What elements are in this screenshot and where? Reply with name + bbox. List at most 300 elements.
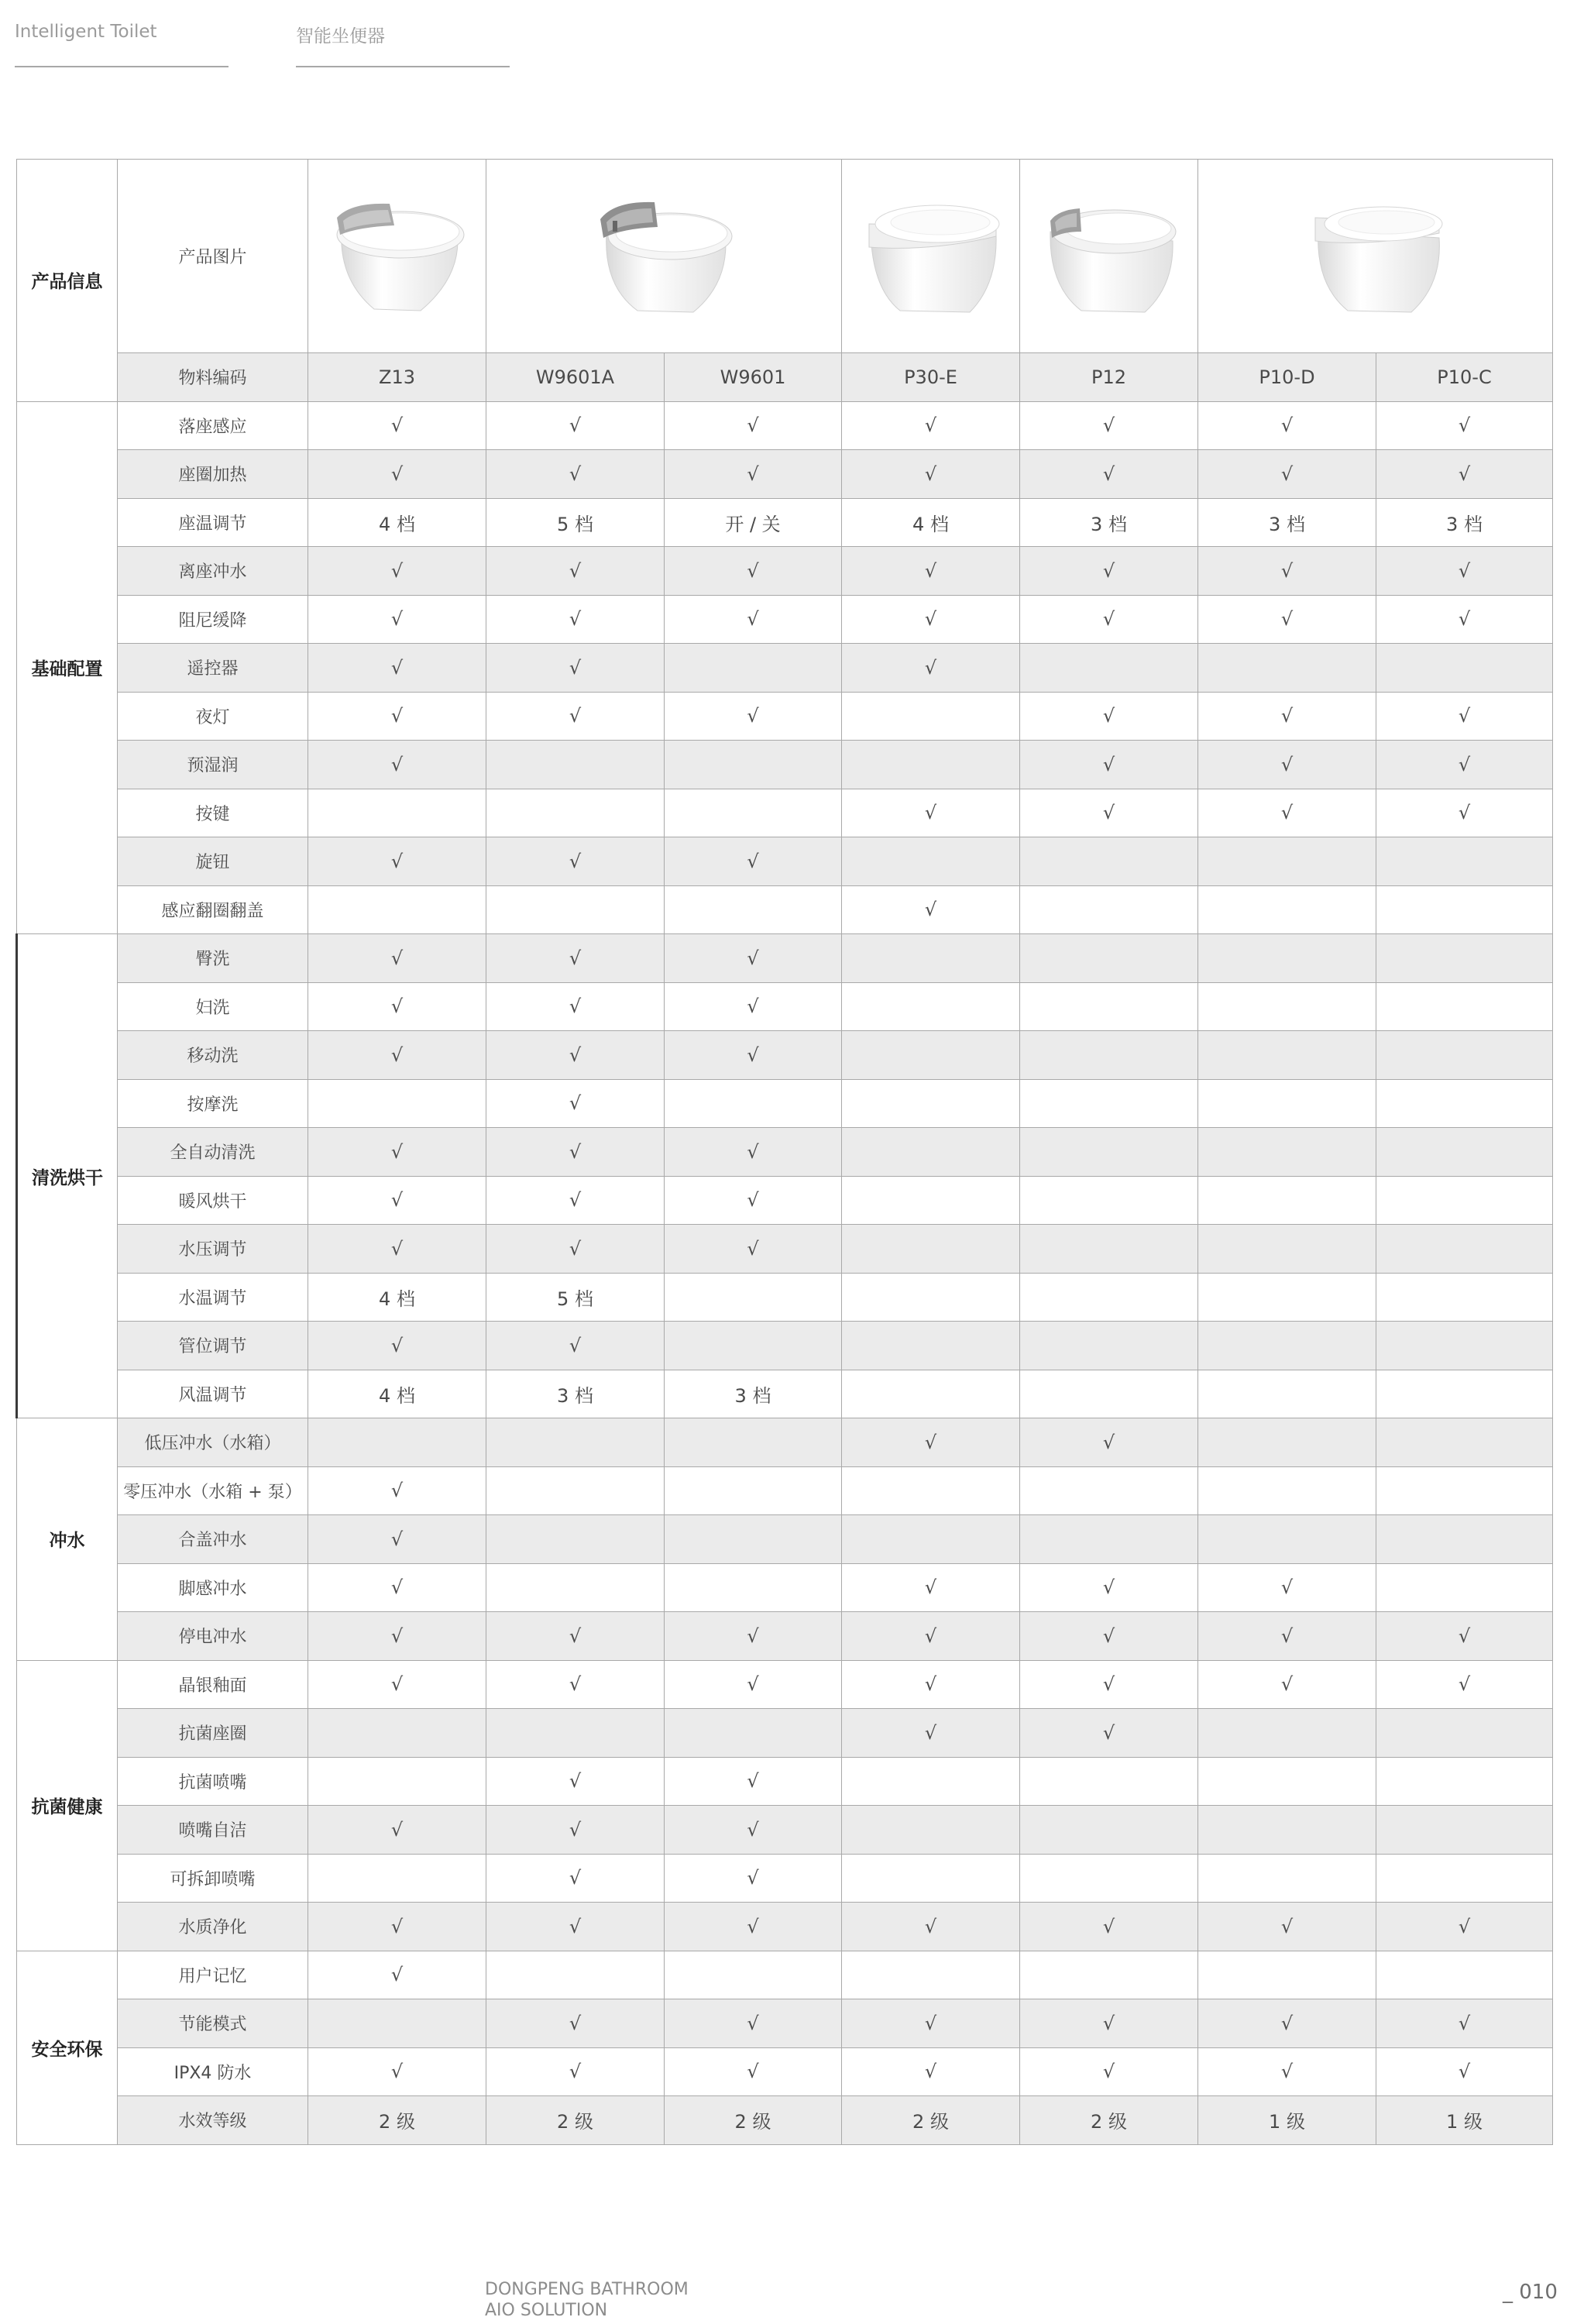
feature-row bbox=[17, 1612, 1553, 1661]
feature-value: √ bbox=[1376, 1903, 1553, 1951]
feature-value bbox=[842, 1466, 1020, 1515]
feature-value bbox=[1020, 1079, 1198, 1128]
toilet-w9601-icon bbox=[586, 187, 741, 326]
feature-value: √ bbox=[308, 982, 486, 1031]
feature-value bbox=[308, 1854, 486, 1903]
feature-label: 移动洗 bbox=[118, 1031, 308, 1080]
feature-value bbox=[1198, 1709, 1376, 1758]
feature-value: √ bbox=[665, 1176, 842, 1225]
feature-label: 水质净化 bbox=[118, 1903, 308, 1951]
product-image-cell-p30e bbox=[842, 160, 1020, 353]
feature-value bbox=[1020, 1806, 1198, 1855]
feature-value bbox=[842, 1225, 1020, 1274]
feature-value bbox=[1198, 934, 1376, 983]
feature-value: √ bbox=[665, 1225, 842, 1274]
feature-value bbox=[1020, 934, 1198, 983]
feature-label-image: 产品图片 bbox=[118, 160, 308, 353]
feature-value: √ bbox=[665, 2047, 842, 2096]
feature-value: √ bbox=[1198, 2047, 1376, 2096]
feature-row bbox=[17, 1418, 1553, 1467]
feature-value: √ bbox=[1020, 1660, 1198, 1709]
toilet-p30e-icon bbox=[854, 187, 1008, 326]
feature-value bbox=[1198, 1757, 1376, 1806]
feature-value bbox=[665, 1515, 842, 1564]
feature-row bbox=[17, 934, 1553, 983]
feature-value: √ bbox=[665, 1854, 842, 1903]
feature-value: √ bbox=[1198, 450, 1376, 499]
feature-value: 2 级 bbox=[1020, 2096, 1198, 2145]
feature-label: 感应翻圈翻盖 bbox=[118, 885, 308, 934]
feature-value: √ bbox=[1376, 1999, 1553, 2048]
feature-row bbox=[17, 1322, 1553, 1370]
feature-value: √ bbox=[308, 1951, 486, 1999]
feature-value: √ bbox=[1020, 741, 1198, 789]
feature-value bbox=[842, 1031, 1020, 1080]
feature-value: √ bbox=[308, 1563, 486, 1612]
feature-value bbox=[665, 1563, 842, 1612]
feature-value: √ bbox=[308, 1128, 486, 1177]
feature-label: 旋钮 bbox=[118, 837, 308, 886]
feature-value bbox=[842, 837, 1020, 886]
feature-value: 3 档 bbox=[1198, 498, 1376, 547]
feature-value bbox=[486, 789, 665, 837]
footer-brand bbox=[485, 2279, 689, 2321]
feature-value bbox=[842, 1273, 1020, 1322]
feature-row bbox=[17, 982, 1553, 1031]
feature-value bbox=[1376, 1128, 1553, 1177]
feature-value bbox=[842, 1515, 1020, 1564]
feature-value bbox=[1376, 1225, 1553, 1274]
feature-value: √ bbox=[308, 1660, 486, 1709]
feature-value bbox=[1198, 1418, 1376, 1467]
feature-value: 4 档 bbox=[308, 1273, 486, 1322]
feature-value: √ bbox=[308, 401, 486, 450]
feature-value: √ bbox=[308, 450, 486, 499]
feature-value bbox=[1198, 982, 1376, 1031]
feature-value bbox=[1376, 1079, 1553, 1128]
feature-value bbox=[1020, 644, 1198, 693]
feature-value: 开 / 关 bbox=[665, 498, 842, 547]
feature-value: √ bbox=[308, 1031, 486, 1080]
feature-row bbox=[17, 741, 1553, 789]
feature-value: 3 档 bbox=[1376, 498, 1553, 547]
feature-row bbox=[17, 1031, 1553, 1080]
feature-value: √ bbox=[1376, 2047, 1553, 2096]
feature-value bbox=[486, 1951, 665, 1999]
feature-label: 水温调节 bbox=[118, 1273, 308, 1322]
feature-value: √ bbox=[308, 1515, 486, 1564]
feature-value bbox=[1198, 1128, 1376, 1177]
feature-label-code: 物料编码 bbox=[118, 353, 308, 402]
feature-value bbox=[1376, 1709, 1553, 1758]
feature-value: √ bbox=[486, 450, 665, 499]
feature-value bbox=[1020, 1466, 1198, 1515]
feature-value: √ bbox=[486, 1176, 665, 1225]
feature-value bbox=[842, 1370, 1020, 1418]
feature-value: √ bbox=[486, 1903, 665, 1951]
feature-label: 管位调节 bbox=[118, 1322, 308, 1370]
feature-value: √ bbox=[842, 595, 1020, 644]
feature-value bbox=[1020, 1951, 1198, 1999]
feature-value: √ bbox=[308, 1322, 486, 1370]
feature-value bbox=[842, 934, 1020, 983]
feature-value: √ bbox=[842, 789, 1020, 837]
feature-label: 落座感应 bbox=[118, 401, 308, 450]
feature-row bbox=[17, 1128, 1553, 1177]
feature-value bbox=[1020, 1128, 1198, 1177]
feature-value: √ bbox=[308, 1466, 486, 1515]
feature-value: 5 档 bbox=[486, 498, 665, 547]
feature-value bbox=[842, 1079, 1020, 1128]
feature-value: √ bbox=[665, 547, 842, 596]
feature-value bbox=[1020, 837, 1198, 886]
footer-brand-line2: AIO SOLUTION bbox=[485, 2301, 608, 2320]
feature-row bbox=[17, 595, 1553, 644]
feature-label: 用户记忆 bbox=[118, 1951, 308, 1999]
feature-value: √ bbox=[486, 401, 665, 450]
feature-label: 停电冲水 bbox=[118, 1612, 308, 1661]
feature-value bbox=[842, 741, 1020, 789]
feature-value: √ bbox=[842, 1709, 1020, 1758]
feature-row bbox=[17, 1079, 1553, 1128]
feature-value: 3 档 bbox=[1020, 498, 1198, 547]
feature-label: 座圈加热 bbox=[118, 450, 308, 499]
feature-value bbox=[1198, 1273, 1376, 1322]
feature-value: √ bbox=[1198, 1612, 1376, 1661]
feature-value bbox=[1376, 1854, 1553, 1903]
feature-value: √ bbox=[1376, 692, 1553, 741]
feature-value bbox=[486, 1563, 665, 1612]
feature-value: √ bbox=[1020, 547, 1198, 596]
feature-value: √ bbox=[486, 1660, 665, 1709]
feature-value: 2 级 bbox=[308, 2096, 486, 2145]
feature-value bbox=[1198, 837, 1376, 886]
feature-value: √ bbox=[1198, 1563, 1376, 1612]
feature-row bbox=[17, 1757, 1553, 1806]
feature-value bbox=[1376, 934, 1553, 983]
feature-value: 5 档 bbox=[486, 1273, 665, 1322]
feature-row bbox=[17, 401, 1553, 450]
model-code-z13: Z13 bbox=[308, 353, 486, 402]
feature-value bbox=[842, 1806, 1020, 1855]
feature-value: √ bbox=[1376, 450, 1553, 499]
feature-value bbox=[1376, 1322, 1553, 1370]
feature-value bbox=[1020, 982, 1198, 1031]
feature-value: √ bbox=[842, 1903, 1020, 1951]
feature-label: 妇洗 bbox=[118, 982, 308, 1031]
feature-value bbox=[1376, 1757, 1553, 1806]
feature-value: √ bbox=[1198, 1903, 1376, 1951]
feature-value: √ bbox=[1020, 789, 1198, 837]
feature-value: √ bbox=[665, 450, 842, 499]
feature-value: √ bbox=[665, 1999, 842, 2048]
header-divider-en bbox=[15, 66, 228, 67]
feature-value bbox=[842, 1128, 1020, 1177]
feature-value: √ bbox=[1376, 1660, 1553, 1709]
feature-value: √ bbox=[842, 547, 1020, 596]
feature-value: √ bbox=[1020, 1903, 1198, 1951]
header-title-en: Intelligent Toilet bbox=[15, 22, 157, 42]
feature-row bbox=[17, 2047, 1553, 2096]
feature-value: 4 档 bbox=[308, 1370, 486, 1418]
feature-value: √ bbox=[842, 401, 1020, 450]
feature-value: √ bbox=[1198, 595, 1376, 644]
feature-value bbox=[665, 644, 842, 693]
feature-value: 4 档 bbox=[842, 498, 1020, 547]
feature-value: √ bbox=[842, 1999, 1020, 2048]
spec-comparison-table bbox=[15, 159, 1553, 2145]
feature-value bbox=[842, 1854, 1020, 1903]
feature-value bbox=[308, 1757, 486, 1806]
feature-value: √ bbox=[1376, 789, 1553, 837]
feature-value bbox=[1198, 885, 1376, 934]
feature-value bbox=[665, 789, 842, 837]
feature-value bbox=[665, 1079, 842, 1128]
feature-value: √ bbox=[486, 692, 665, 741]
feature-value: √ bbox=[1020, 1999, 1198, 2048]
feature-value: √ bbox=[1020, 692, 1198, 741]
category-wash: 清洗烘干 bbox=[17, 934, 118, 1418]
category-safety: 安全环保 bbox=[17, 1951, 118, 2144]
feature-value bbox=[1020, 1515, 1198, 1564]
feature-value bbox=[665, 1951, 842, 1999]
feature-label: 风温调节 bbox=[118, 1370, 308, 1418]
feature-row bbox=[17, 1176, 1553, 1225]
feature-value: √ bbox=[1020, 1709, 1198, 1758]
feature-row bbox=[17, 1903, 1553, 1951]
feature-value bbox=[1376, 1563, 1553, 1612]
feature-value bbox=[1376, 644, 1553, 693]
feature-value bbox=[665, 1322, 842, 1370]
feature-value: 1 级 bbox=[1376, 2096, 1553, 2145]
feature-value bbox=[1376, 1806, 1553, 1855]
feature-value bbox=[1020, 1854, 1198, 1903]
feature-row bbox=[17, 1466, 1553, 1515]
feature-value bbox=[842, 692, 1020, 741]
feature-label: 全自动清洗 bbox=[118, 1128, 308, 1177]
feature-row bbox=[17, 644, 1553, 693]
feature-value bbox=[1376, 1951, 1553, 1999]
feature-value: √ bbox=[308, 741, 486, 789]
feature-value bbox=[665, 1273, 842, 1322]
feature-value: √ bbox=[486, 1854, 665, 1903]
feature-value bbox=[308, 1418, 486, 1467]
model-code-w9601a: W9601A bbox=[486, 353, 665, 402]
feature-value: √ bbox=[665, 1660, 842, 1709]
feature-value bbox=[1376, 1418, 1553, 1467]
feature-value: √ bbox=[486, 982, 665, 1031]
toilet-p10-icon bbox=[1298, 187, 1453, 326]
feature-value bbox=[1020, 885, 1198, 934]
feature-value: √ bbox=[1020, 2047, 1198, 2096]
feature-value bbox=[1198, 1515, 1376, 1564]
feature-value: √ bbox=[842, 644, 1020, 693]
feature-value bbox=[842, 1176, 1020, 1225]
feature-value bbox=[486, 1418, 665, 1467]
feature-value: √ bbox=[308, 934, 486, 983]
feature-value: √ bbox=[1020, 401, 1198, 450]
feature-row bbox=[17, 1999, 1553, 2048]
feature-label: 预湿润 bbox=[118, 741, 308, 789]
feature-value: √ bbox=[486, 1806, 665, 1855]
feature-value bbox=[1020, 1757, 1198, 1806]
feature-value: √ bbox=[665, 982, 842, 1031]
feature-label: 暖风烘干 bbox=[118, 1176, 308, 1225]
feature-value: √ bbox=[486, 1225, 665, 1274]
product-image-cell-p10 bbox=[1198, 160, 1553, 353]
feature-value bbox=[665, 1709, 842, 1758]
model-code-w9601: W9601 bbox=[665, 353, 842, 402]
feature-value: √ bbox=[308, 2047, 486, 2096]
feature-label: 按键 bbox=[118, 789, 308, 837]
feature-value bbox=[842, 1322, 1020, 1370]
feature-label: 离座冲水 bbox=[118, 547, 308, 596]
feature-value: √ bbox=[665, 692, 842, 741]
feature-label: 臀洗 bbox=[118, 934, 308, 983]
feature-value: √ bbox=[1198, 789, 1376, 837]
feature-value: √ bbox=[1376, 401, 1553, 450]
feature-value bbox=[1020, 1176, 1198, 1225]
feature-row bbox=[17, 498, 1553, 547]
feature-value: √ bbox=[665, 595, 842, 644]
feature-value: √ bbox=[486, 1322, 665, 1370]
feature-value bbox=[308, 1709, 486, 1758]
feature-row bbox=[17, 1854, 1553, 1903]
feature-value: √ bbox=[1198, 401, 1376, 450]
feature-value: √ bbox=[308, 1612, 486, 1661]
toilet-z13-icon bbox=[320, 187, 475, 326]
feature-value bbox=[486, 741, 665, 789]
feature-label: 水压调节 bbox=[118, 1225, 308, 1274]
feature-value bbox=[1376, 1466, 1553, 1515]
feature-value bbox=[1198, 1854, 1376, 1903]
feature-value bbox=[842, 982, 1020, 1031]
feature-row bbox=[17, 1709, 1553, 1758]
feature-value: √ bbox=[665, 934, 842, 983]
feature-value: 3 档 bbox=[665, 1370, 842, 1418]
feature-row bbox=[17, 1273, 1553, 1322]
feature-label: 合盖冲水 bbox=[118, 1515, 308, 1564]
feature-value bbox=[1376, 885, 1553, 934]
feature-value bbox=[1198, 1806, 1376, 1855]
feature-value bbox=[1198, 1225, 1376, 1274]
feature-value: √ bbox=[842, 450, 1020, 499]
feature-row bbox=[17, 1563, 1553, 1612]
feature-value: √ bbox=[665, 1806, 842, 1855]
feature-row bbox=[17, 837, 1553, 886]
feature-value bbox=[842, 1951, 1020, 1999]
feature-label: 抗菌座圈 bbox=[118, 1709, 308, 1758]
header-divider-cn bbox=[296, 66, 510, 67]
feature-value bbox=[1198, 1031, 1376, 1080]
feature-label: 脚感冲水 bbox=[118, 1563, 308, 1612]
feature-label: 可拆卸喷嘴 bbox=[118, 1854, 308, 1903]
feature-value: √ bbox=[308, 1903, 486, 1951]
feature-value: √ bbox=[1376, 547, 1553, 596]
feature-value: √ bbox=[1198, 741, 1376, 789]
feature-value: 1 级 bbox=[1198, 2096, 1376, 2145]
feature-row bbox=[17, 450, 1553, 499]
feature-value bbox=[1376, 1515, 1553, 1564]
feature-value: √ bbox=[1020, 1612, 1198, 1661]
feature-value: √ bbox=[486, 644, 665, 693]
feature-value bbox=[665, 1418, 842, 1467]
feature-value bbox=[1198, 1322, 1376, 1370]
feature-value: √ bbox=[1020, 450, 1198, 499]
feature-value: √ bbox=[842, 885, 1020, 934]
feature-value: √ bbox=[842, 1660, 1020, 1709]
product-image-cell-z13 bbox=[308, 160, 486, 353]
feature-value: √ bbox=[1198, 692, 1376, 741]
feature-value bbox=[1376, 1176, 1553, 1225]
category-flush: 冲水 bbox=[17, 1418, 118, 1661]
page-number: _ 010 bbox=[1503, 2281, 1558, 2304]
feature-label: 喷嘴自洁 bbox=[118, 1806, 308, 1855]
feature-value bbox=[665, 741, 842, 789]
feature-value: √ bbox=[308, 1806, 486, 1855]
feature-label: 水效等级 bbox=[118, 2096, 308, 2145]
feature-value bbox=[486, 885, 665, 934]
feature-value: 2 级 bbox=[842, 2096, 1020, 2145]
feature-row bbox=[17, 1660, 1553, 1709]
feature-value: 3 档 bbox=[486, 1370, 665, 1418]
feature-value: √ bbox=[486, 547, 665, 596]
feature-value: √ bbox=[665, 1031, 842, 1080]
feature-value: √ bbox=[842, 2047, 1020, 2096]
category-product-info: 产品信息 bbox=[17, 160, 118, 402]
feature-value: √ bbox=[308, 837, 486, 886]
feature-value bbox=[1376, 1273, 1553, 1322]
feature-value: √ bbox=[1376, 595, 1553, 644]
feature-value bbox=[1376, 837, 1553, 886]
feature-value: √ bbox=[486, 934, 665, 983]
feature-value bbox=[665, 1466, 842, 1515]
product-image-cell-p12 bbox=[1020, 160, 1198, 353]
feature-label: 节能模式 bbox=[118, 1999, 308, 2048]
feature-value: √ bbox=[1376, 741, 1553, 789]
feature-value: 2 级 bbox=[665, 2096, 842, 2145]
feature-value bbox=[1020, 1370, 1198, 1418]
feature-value bbox=[486, 1709, 665, 1758]
feature-row bbox=[17, 1225, 1553, 1274]
feature-value: √ bbox=[486, 1128, 665, 1177]
feature-row bbox=[17, 1370, 1553, 1418]
feature-value: √ bbox=[1198, 547, 1376, 596]
header-title-cn: 智能坐便器 bbox=[296, 26, 385, 46]
model-code-p10c: P10-C bbox=[1376, 353, 1553, 402]
feature-value bbox=[308, 789, 486, 837]
model-code-p10d: P10-D bbox=[1198, 353, 1376, 402]
feature-value: √ bbox=[486, 1999, 665, 2048]
category-antibac: 抗菌健康 bbox=[17, 1660, 118, 1951]
feature-value: √ bbox=[1198, 1660, 1376, 1709]
feature-value: √ bbox=[308, 1225, 486, 1274]
feature-value: √ bbox=[842, 1418, 1020, 1467]
feature-label: 阻尼缓降 bbox=[118, 595, 308, 644]
feature-value: √ bbox=[486, 1757, 665, 1806]
feature-value: √ bbox=[665, 1128, 842, 1177]
feature-label: 夜灯 bbox=[118, 692, 308, 741]
feature-value bbox=[1376, 1370, 1553, 1418]
feature-label: 晶银釉面 bbox=[118, 1660, 308, 1709]
feature-value bbox=[308, 1999, 486, 2048]
feature-row bbox=[17, 1515, 1553, 1564]
feature-row bbox=[17, 1951, 1553, 1999]
feature-value bbox=[1020, 1273, 1198, 1322]
feature-value: √ bbox=[1020, 1418, 1198, 1467]
feature-value: √ bbox=[486, 595, 665, 644]
feature-value bbox=[1020, 1031, 1198, 1080]
